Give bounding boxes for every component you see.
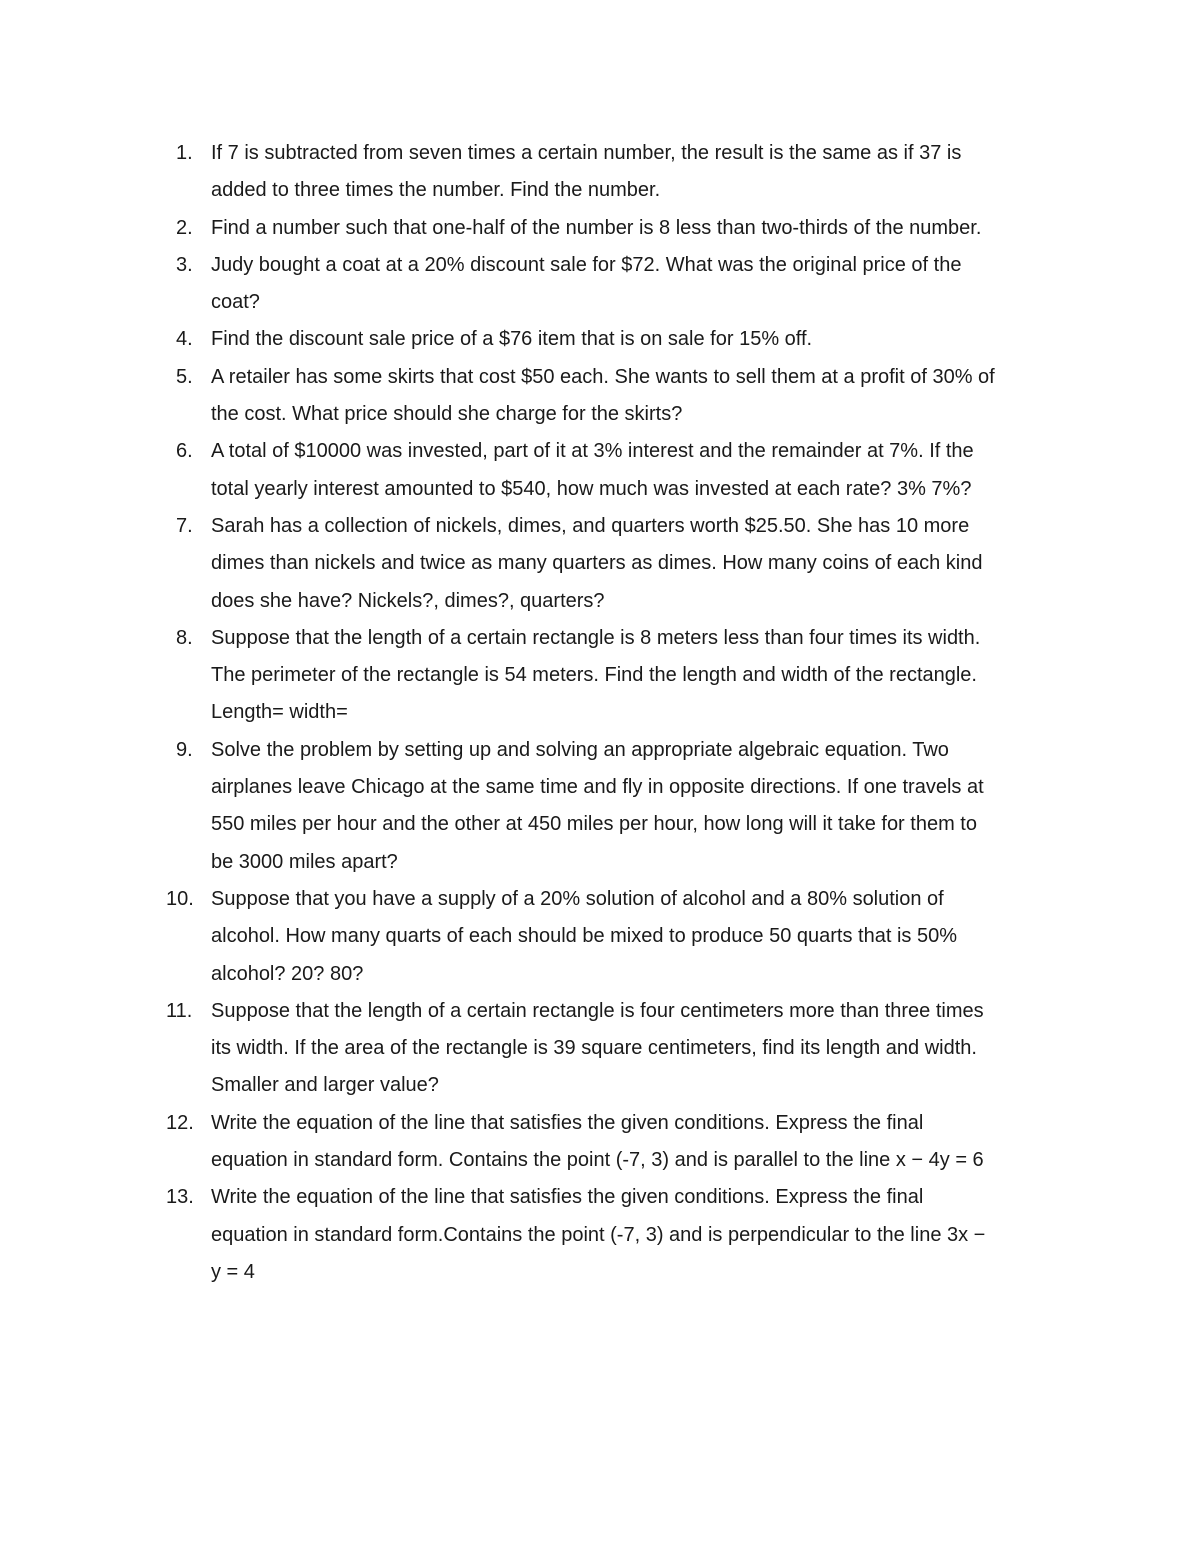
problem-line: Judy bought a coat at a 20% discount sale for $72. What was the original price of the bbox=[211, 253, 962, 276]
problem-line: If 7 is subtracted from seven times a certain number, the result is the same as if 37 is bbox=[211, 142, 962, 164]
problem-number: 2. bbox=[176, 216, 193, 239]
problem-line: The perimeter of the rectangle is 54 meters. Find the length and width of the rectangle. bbox=[211, 664, 977, 687]
problem-line: Length= width= bbox=[211, 701, 348, 724]
problem-number: 9. bbox=[176, 738, 193, 761]
problem-item-9 bbox=[166, 732, 1066, 881]
problem-line: alcohol. How many quarts of each should be mixed to produce 50 quarts that is 50% bbox=[211, 925, 957, 948]
problem-line: Find the discount sale price of a $76 item that is on sale for 15% off. bbox=[211, 328, 813, 351]
problem-item-12 bbox=[166, 1105, 1066, 1180]
problem-line: Find a number such that one-half of the number is 8 less than two-thirds of the number. bbox=[211, 216, 982, 239]
problem-text bbox=[211, 620, 1066, 732]
problem-line: equation in standard form. Contains the point (-7, 3) and is parallel to the line x − 4y = 6 bbox=[211, 1149, 984, 1172]
problem-line: coat? bbox=[211, 291, 260, 314]
problem-item-13 bbox=[166, 1179, 1066, 1291]
problem-line: its width. If the area of the rectangle is 39 square centimeters, find its length and width. bbox=[211, 1037, 977, 1060]
problem-line: be 3000 miles apart? bbox=[211, 850, 398, 873]
problem-number: 3. bbox=[176, 253, 193, 276]
problem-line: the cost. What price should she charge for the skirts? bbox=[211, 403, 683, 426]
problem-item-8 bbox=[166, 620, 1066, 732]
problem-number: 1. bbox=[176, 142, 193, 164]
problem-number: 6. bbox=[176, 440, 193, 463]
problem-number: 10. bbox=[166, 887, 194, 910]
problem-line: airplanes leave Chicago at the same time and fly in opposite directions. If one travels at bbox=[211, 776, 984, 799]
problem-line: A retailer has some skirts that cost $50 each. She wants to sell them at a profit of 30% of bbox=[211, 365, 995, 388]
problem-number: 7. bbox=[176, 514, 193, 537]
problem-line: alcohol? 20? 80? bbox=[211, 962, 364, 985]
problem-text bbox=[211, 359, 1066, 434]
problem-item-7 bbox=[166, 508, 1066, 620]
problem-line: dimes than nickels and twice as many quarters as dimes. How many coins of each kind bbox=[211, 552, 983, 575]
problem-item-6 bbox=[166, 433, 1066, 508]
problem-line: Suppose that you have a supply of a 20% solution of alcohol and a 80% solution of bbox=[211, 887, 944, 910]
problem-line: Solve the problem by setting up and solving an appropriate algebraic equation. Two bbox=[211, 738, 949, 761]
problem-line: does she have? Nickels?, dimes?, quarters? bbox=[211, 589, 605, 612]
problem-item-1 bbox=[166, 135, 1066, 210]
problem-text bbox=[211, 732, 1066, 881]
problem-text bbox=[211, 210, 1066, 247]
problem-text bbox=[211, 433, 1066, 508]
problem-line: Write the equation of the line that satisfies the given conditions. Express the final bbox=[211, 1111, 924, 1134]
problem-line: 550 miles per hour and the other at 450 miles per hour, how long will it take for them to bbox=[211, 813, 977, 836]
problem-line: Write the equation of the line that satisfies the given conditions. Express the final bbox=[211, 1186, 924, 1209]
problem-line: Suppose that the length of a certain rectangle is 8 meters less than four times its width. bbox=[211, 626, 981, 649]
problem-line: y = 4 bbox=[211, 1260, 255, 1283]
problem-number: 12. bbox=[166, 1111, 194, 1134]
problem-line: A total of $10000 was invested, part of it at 3% interest and the remainder at 7%. If the bbox=[211, 440, 974, 463]
problem-line: Smaller and larger value? bbox=[211, 1074, 439, 1097]
problem-line: equation in standard form.Contains the point (-7, 3) and is perpendicular to the line 3x − bbox=[211, 1223, 986, 1246]
problem-list bbox=[166, 135, 1066, 1291]
problem-number: 13. bbox=[166, 1186, 194, 1209]
problem-item-4 bbox=[166, 321, 1066, 358]
problem-text bbox=[211, 247, 1066, 322]
problem-number: 8. bbox=[176, 626, 193, 649]
problem-text bbox=[211, 1105, 1066, 1180]
problem-item-5 bbox=[166, 359, 1066, 434]
problem-line: added to three times the number. Find the number. bbox=[211, 179, 661, 202]
problem-text bbox=[211, 508, 1066, 620]
problem-text bbox=[211, 881, 1066, 993]
problem-text bbox=[211, 993, 1066, 1105]
problem-text bbox=[211, 321, 1066, 358]
problem-line: Suppose that the length of a certain rectangle is four centimeters more than three times bbox=[211, 999, 984, 1022]
problem-text bbox=[211, 1179, 1066, 1291]
problem-item-3 bbox=[166, 247, 1066, 322]
problem-number: 11. bbox=[166, 999, 193, 1022]
problem-item-10 bbox=[166, 881, 1066, 993]
problem-number: 5. bbox=[176, 365, 193, 388]
problem-item-2 bbox=[166, 210, 1066, 247]
problem-text bbox=[211, 135, 1066, 210]
problem-item-11 bbox=[166, 993, 1066, 1105]
problem-number: 4. bbox=[176, 328, 193, 351]
problem-line: Sarah has a collection of nickels, dimes, and quarters worth $25.50. She has 10 more bbox=[211, 514, 970, 537]
problem-line: total yearly interest amounted to $540, how much was invested at each rate? 3% 7%? bbox=[211, 477, 972, 500]
